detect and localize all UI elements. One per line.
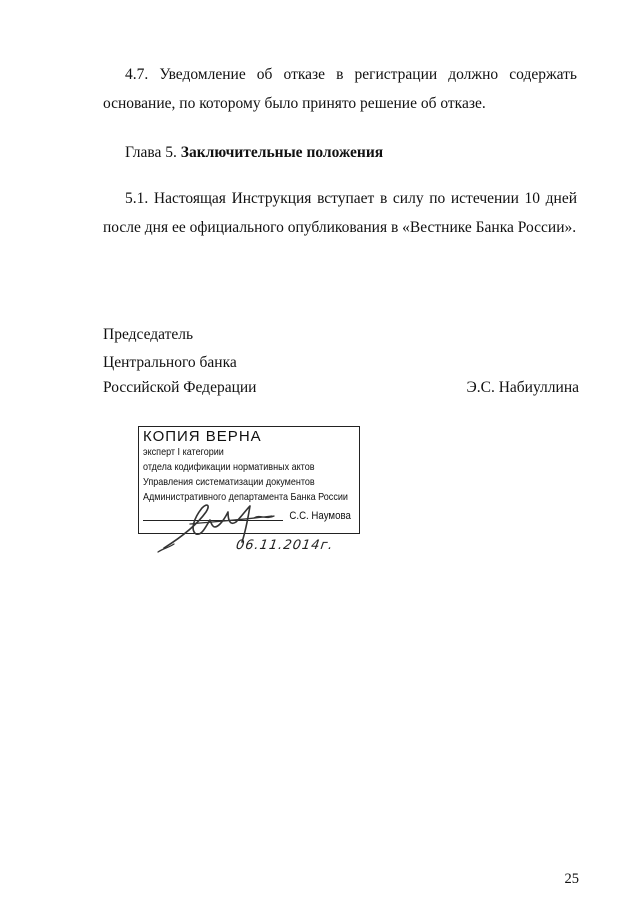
handwritten-date: 06.11.2014г. (234, 538, 335, 553)
signatory-position-line3: Российской Федерации (103, 379, 257, 396)
paragraph-4-7 (103, 60, 577, 118)
page-number: 25 (564, 871, 579, 887)
paragraph-5-1-line1: 5.1. Настоящая Инструкция вступает в силу по истечении 10 дней (125, 190, 577, 207)
stamp-line-position: эксперт I категории (143, 446, 224, 458)
stamp-line-organization: Административного департамента Банка России (143, 491, 348, 503)
signatory-position-line1: Председатель (103, 326, 194, 343)
signatory-position-line2: Центрального банка (103, 354, 237, 371)
chapter-5-prefix: Глава 5. (125, 144, 177, 161)
stamp-line-department: отдела кодификации нормативных актов (143, 461, 315, 473)
chapter-5-title: Заключительные положения (180, 144, 384, 161)
stamp-title: КОПИЯ ВЕРНА (143, 428, 262, 445)
paragraph-5-1-line2: после дня ее официального опубликования в «Вестнике Банка России». (103, 219, 577, 236)
paragraph-4-7-line2: основание, по которому было принято решение об отказе. (103, 95, 486, 112)
paragraph-4-7-line1: 4.7. Уведомление об отказе в регистрации должно содержать (125, 66, 577, 83)
paragraph-5-1 (103, 184, 577, 242)
chapter-5-heading (125, 142, 383, 164)
stamp-line-directorate: Управления систематизации документов (143, 476, 315, 488)
stamp-signer-name: С.С. Наумова (289, 510, 351, 522)
signatory-name: Э.С. Набиуллина (466, 379, 579, 396)
